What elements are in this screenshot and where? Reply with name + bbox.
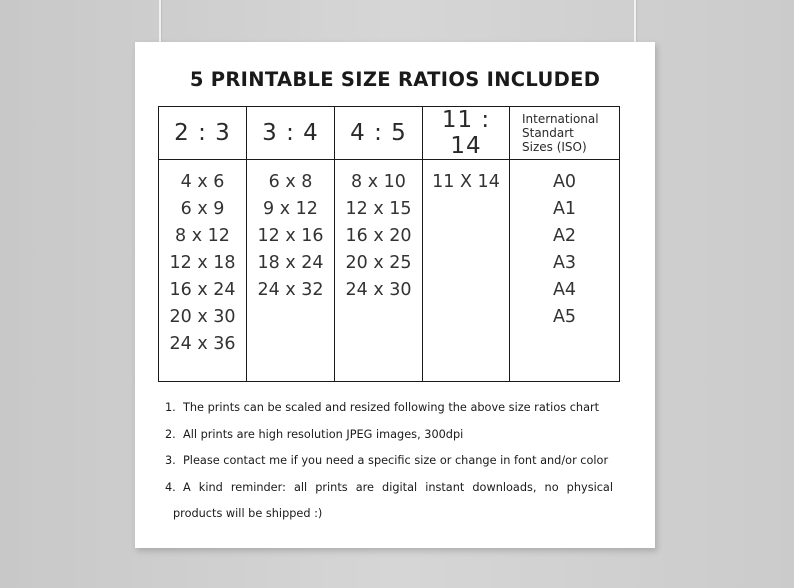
size-item: 16 x 20 [345, 226, 412, 246]
header-ratio-11-14: 11 : 14 [423, 107, 510, 160]
size-item: 8 x 12 [175, 226, 230, 246]
size-item: 6 x 9 [180, 199, 225, 219]
size-ratio-table [158, 106, 620, 382]
poster [135, 42, 655, 548]
column-2-3 [159, 160, 247, 382]
iso-header-line: Standart [522, 126, 574, 140]
note-item [165, 448, 613, 475]
column-4-5 [335, 160, 423, 382]
size-item: 12 x 15 [345, 199, 412, 219]
table-body-row [159, 160, 620, 382]
iso-header-line: Sizes (ISO) [522, 140, 587, 154]
note-text: Please contact me if you need a specific size or change in font and/or color [183, 454, 609, 467]
note-text: The prints can be scaled and resized following the above size ratios chart [183, 401, 600, 414]
size-item: A4 [552, 280, 577, 300]
size-item: 24 x 30 [345, 280, 412, 300]
size-item: 24 x 36 [169, 334, 236, 354]
size-item: 20 x 25 [345, 253, 412, 273]
size-item: A5 [552, 307, 577, 327]
size-item: A1 [552, 199, 577, 219]
size-item: 24 x 32 [257, 280, 324, 300]
column-3-4 [247, 160, 335, 382]
size-item: 18 x 24 [257, 253, 324, 273]
column-11-14 [423, 160, 510, 382]
note-number: 2. [165, 427, 176, 441]
header-iso [510, 107, 620, 160]
header-ratio-3-4: 3 : 4 [247, 107, 335, 160]
note-item [165, 475, 613, 502]
iso-header-line: International [522, 112, 599, 126]
size-item: 12 x 16 [257, 226, 324, 246]
size-item: A3 [552, 253, 577, 273]
table-header-row [159, 107, 620, 160]
size-item: 4 x 6 [180, 172, 225, 192]
note-continuation: products will be shipped :) [173, 507, 323, 520]
size-item: 12 x 18 [169, 253, 236, 273]
note-number: 3. [165, 454, 176, 467]
poster-title: 5 PRINTABLE SIZE RATIOS INCLUDED [189, 68, 601, 91]
column-iso [510, 160, 620, 382]
note-item [165, 422, 613, 449]
note-text: All prints are high resolution JPEG images, 300dpi [183, 427, 464, 441]
size-item: 6 x 8 [268, 172, 313, 192]
header-ratio-2-3: 2 : 3 [159, 107, 247, 160]
note-number: 4. [165, 480, 176, 494]
note-number: 1. [165, 401, 176, 414]
hanging-string-right [634, 0, 636, 42]
notes-list [165, 395, 613, 528]
hanging-string-left [159, 0, 161, 42]
size-item: 16 x 24 [169, 280, 236, 300]
size-item: A0 [552, 172, 577, 192]
note-text: A kind reminder: all prints are digital instant downloads, no physical [183, 480, 613, 494]
size-item: 8 x 10 [351, 172, 406, 192]
size-item: A2 [552, 226, 577, 246]
size-item: 9 x 12 [263, 199, 318, 219]
note-item [165, 395, 613, 422]
header-ratio-4-5: 4 : 5 [335, 107, 423, 160]
size-item: 11 X 14 [432, 172, 500, 192]
size-item: 20 x 30 [169, 307, 236, 327]
